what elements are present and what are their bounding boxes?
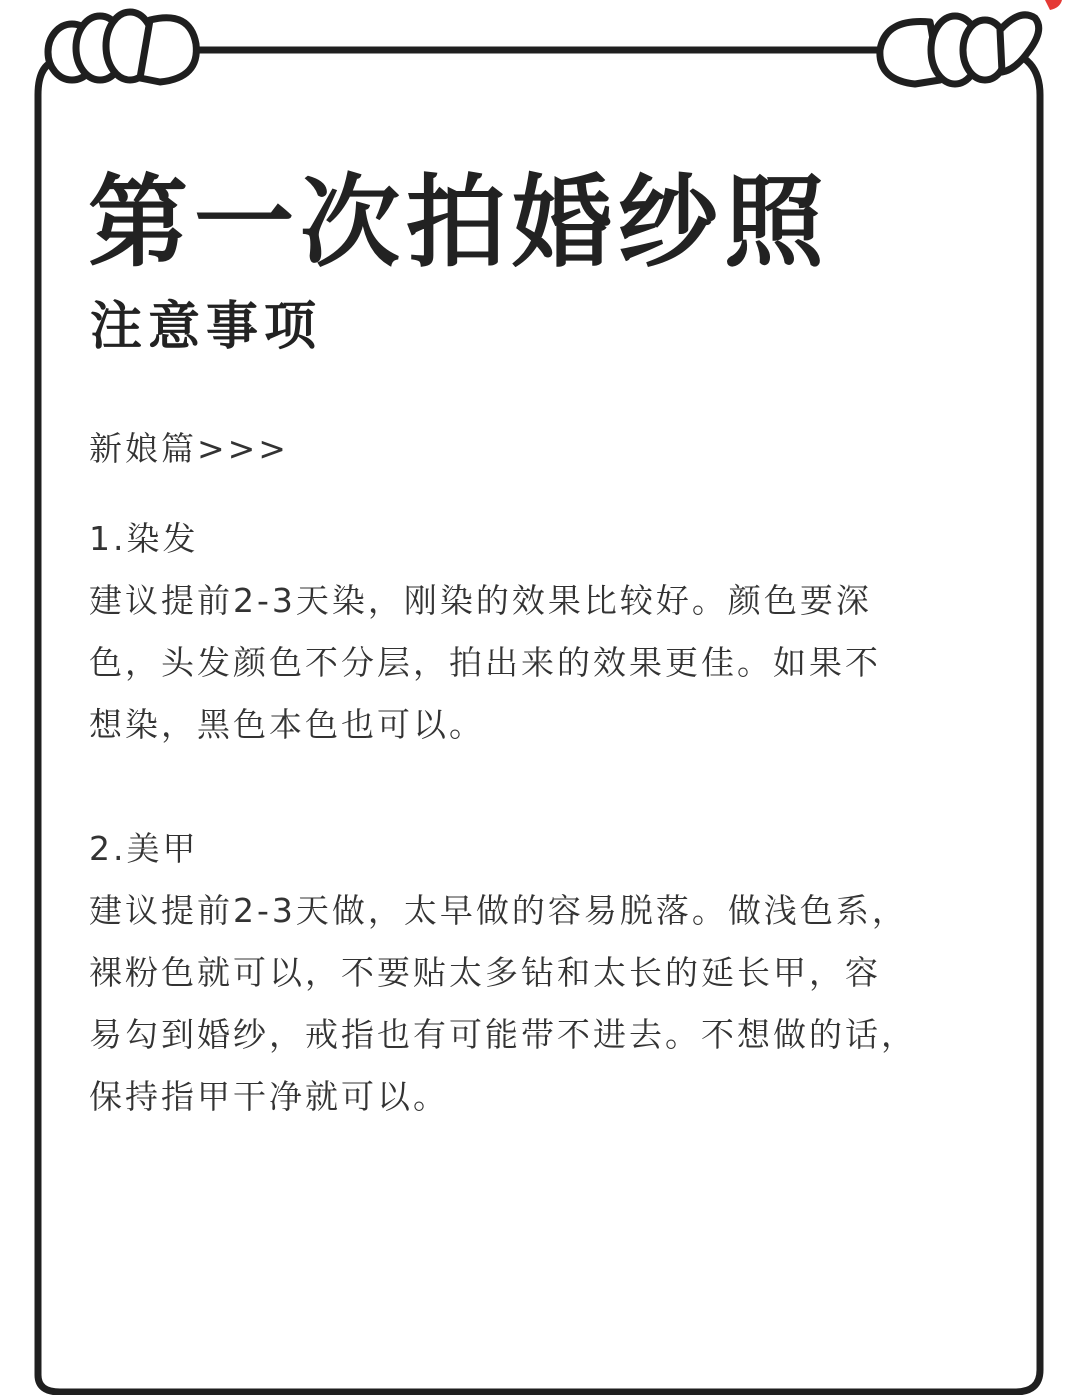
item-text-line: 建议提前2-3天染，刚染的效果比较好。颜色要深 bbox=[89, 581, 872, 620]
item-text-line: 易勾到婚纱，戒指也有可能带不进去。不想做的话， bbox=[89, 1015, 917, 1054]
item-text-line: 色，头发颜色不分层，拍出来的效果更佳。如果不 bbox=[89, 643, 881, 682]
accent-heart-icon bbox=[1045, 0, 1062, 10]
left-curl-icon bbox=[48, 12, 196, 82]
item-heading-nails: 2.美甲 bbox=[89, 829, 199, 868]
item-text-line: 裸粉色就可以，不要贴太多钻和太长的延长甲，容 bbox=[89, 953, 881, 992]
section-label: 新娘篇>>> bbox=[89, 429, 289, 468]
item-heading-hair: 1.染发 bbox=[89, 519, 199, 558]
item-text-line: 想染，黑色本色也可以。 bbox=[89, 705, 485, 744]
page-subtitle: 注意事项 bbox=[90, 297, 323, 357]
article-body bbox=[89, 418, 989, 1128]
item-text-line: 建议提前2-3天做，太早做的容易脱落。做浅色系， bbox=[89, 891, 908, 930]
page-title: 第一次拍婚纱照 bbox=[88, 164, 830, 281]
item-text-line: 保持指甲干净就可以。 bbox=[89, 1077, 449, 1116]
